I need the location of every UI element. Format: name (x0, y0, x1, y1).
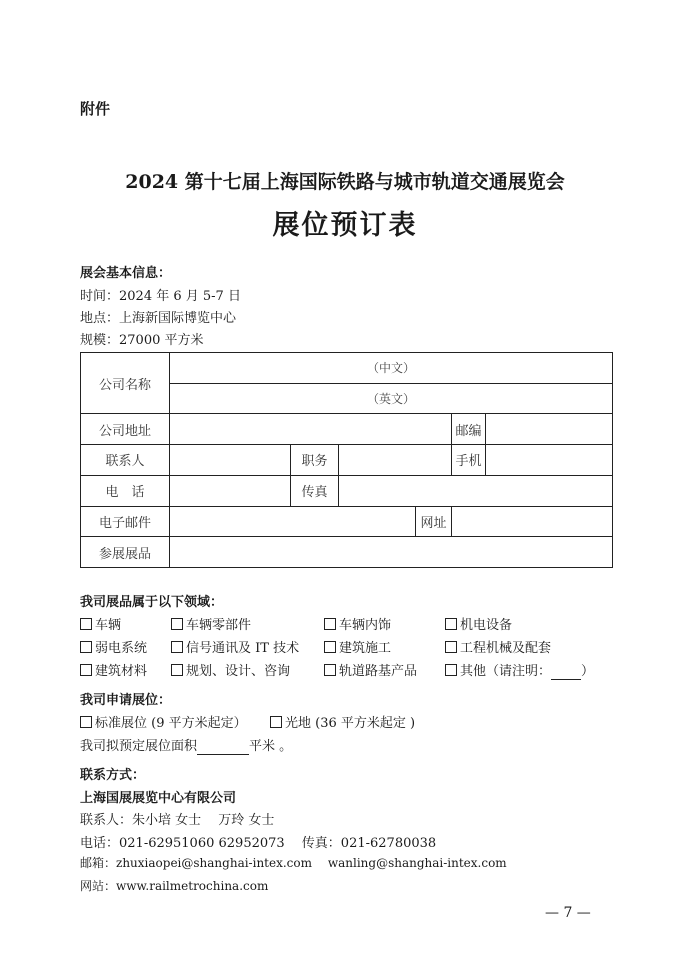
option-machinery[interactable]: 工程机械及配套 (445, 637, 551, 656)
checkbox-icon[interactable] (80, 716, 92, 728)
option-track-products[interactable]: 轨道路基产品 (324, 660, 417, 679)
phone-label: 电 话 (81, 475, 170, 506)
mobile-field[interactable] (486, 445, 613, 476)
document-subtitle: 展位预订表 (272, 210, 418, 241)
contact-website[interactable]: 网站：www.railmetrochina.com (80, 879, 269, 893)
checkbox-icon[interactable] (445, 618, 457, 630)
position-field[interactable] (339, 445, 452, 476)
checkbox-icon[interactable] (80, 664, 92, 676)
company-name-label: 公司名称 (81, 353, 170, 414)
exhibits-label: 参展展品 (81, 537, 170, 568)
contact-person-label: 联系人 (81, 445, 170, 476)
option-materials[interactable]: 建筑材料 (80, 660, 147, 679)
company-name-chinese-field[interactable]: （中文） (170, 353, 613, 384)
checkbox-icon[interactable] (324, 618, 336, 630)
checkbox-icon[interactable] (445, 641, 457, 653)
option-vehicle[interactable]: 车辆 (80, 614, 121, 633)
position-label: 职务 (291, 445, 339, 476)
fax-label: 传真 (291, 475, 339, 506)
contact-persons: 联系人：朱小培 女士 万玲 女士 (80, 813, 275, 828)
fax-field[interactable] (339, 475, 613, 506)
checkbox-icon[interactable] (80, 618, 92, 630)
option-construction[interactable]: 建筑施工 (324, 637, 391, 656)
contact-phone-fax: 电话：021-62951060 62952073 传真：021-62780038 (80, 836, 437, 851)
booth-area-blank[interactable] (197, 739, 249, 755)
company-address-label: 公司地址 (81, 414, 170, 445)
email-field[interactable] (170, 506, 416, 537)
contact-heading: 联系方式： (80, 768, 146, 783)
phone-field[interactable] (170, 475, 291, 506)
website-label: 网址 (416, 506, 452, 537)
option-vehicle-parts[interactable]: 车辆零部件 (171, 614, 251, 633)
mobile-label: 手机 (452, 445, 486, 476)
exhibition-time: 时间：2024 年 6 月 5-7 日 (80, 289, 241, 304)
contact-email: 邮箱：zhuxiaopei@shanghai-intex.com wanling@shanghai-intex.com (80, 856, 507, 870)
checkbox-icon[interactable] (324, 641, 336, 653)
company-name-english-field[interactable]: （英文） (170, 383, 613, 414)
postcode-label: 邮编 (452, 414, 486, 445)
booking-form-table (80, 352, 613, 568)
checkbox-icon[interactable] (171, 641, 183, 653)
basic-info-heading: 展会基本信息： (80, 266, 172, 281)
document-title: 2024 第十七届上海国际铁路与城市轨道交通展览会 (125, 171, 565, 193)
booth-area-line: 我司拟预定展位面积 平米 。 (80, 739, 293, 754)
option-raw-space[interactable]: 光地 (36 平方米起定 ) (270, 712, 415, 731)
organizer-company: 上海国展展览中心有限公司 (80, 791, 237, 806)
contact-person-field[interactable] (170, 445, 291, 476)
exhibition-place: 地点：上海新国际博览中心 (80, 311, 237, 326)
attachment-label: 附件 (80, 100, 111, 118)
checkbox-icon[interactable] (324, 664, 336, 676)
page-number: — 7 — (545, 905, 591, 921)
booth-heading: 我司申请展位： (80, 693, 172, 708)
other-specify-blank[interactable] (551, 664, 581, 680)
fields-heading: 我司展品属于以下领域： (80, 595, 224, 610)
checkbox-icon[interactable] (171, 664, 183, 676)
email-label: 电子邮件 (81, 506, 170, 537)
option-signal-it[interactable]: 信号通讯及 IT 技术 (171, 637, 299, 656)
company-address-field[interactable] (170, 414, 452, 445)
option-planning[interactable]: 规划、设计、咨询 (171, 660, 290, 679)
checkbox-icon[interactable] (171, 618, 183, 630)
website-field[interactable] (452, 506, 613, 537)
exhibits-field[interactable] (170, 537, 613, 568)
option-electromechanical[interactable]: 机电设备 (445, 614, 512, 633)
postcode-field[interactable] (486, 414, 613, 445)
option-standard-booth[interactable]: 标准展位 (9 平方米起定） (80, 712, 247, 731)
option-low-voltage[interactable]: 弱电系统 (80, 637, 147, 656)
checkbox-icon[interactable] (80, 641, 92, 653)
option-other[interactable]: 其他（请注明： ） (445, 660, 594, 680)
checkbox-icon[interactable] (270, 716, 282, 728)
checkbox-icon[interactable] (445, 664, 457, 676)
option-vehicle-interior[interactable]: 车辆内饰 (324, 614, 391, 633)
exhibition-scale: 规模：27000 平方米 (80, 333, 204, 348)
